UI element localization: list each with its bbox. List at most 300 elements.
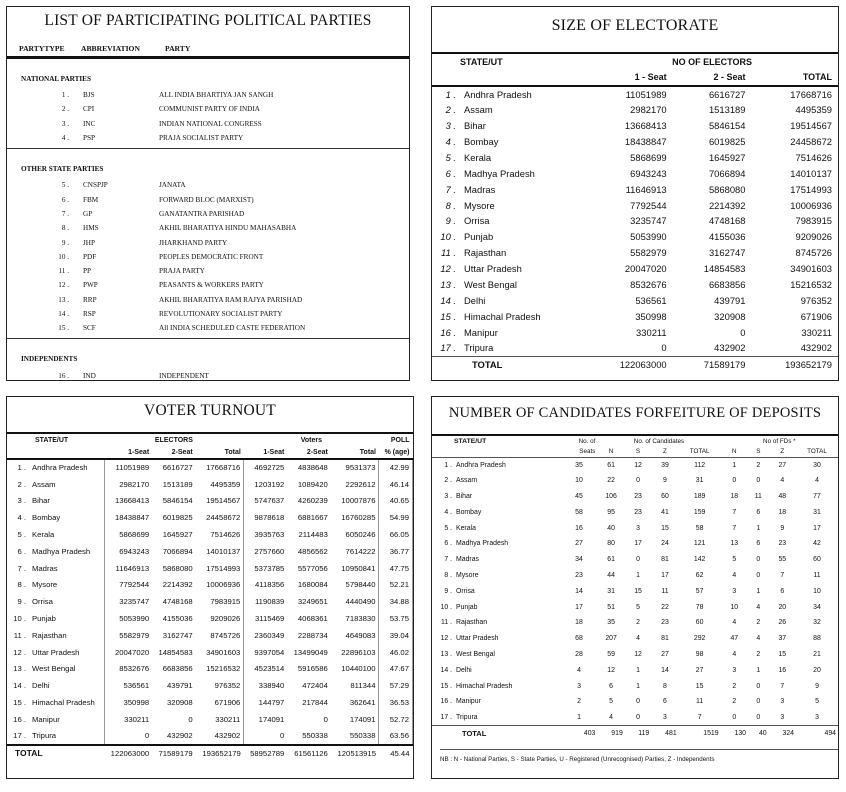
party-name: PRAJA PARTY [159,267,205,276]
candidates-title: NUMBER OF CANDIDATES FORFEITURE OF DEPOSITS [448,405,822,421]
count-value: 159 [693,508,706,516]
state-name: Manipur [32,714,60,724]
count-value: 1645927 [162,530,193,540]
count-value: 5 [732,556,737,564]
row-index: 6 . [17,546,26,556]
row-index: 14 . [440,294,456,306]
row-index: 4 . [444,508,452,516]
elector-count: 320908 [714,310,746,322]
count-value: 22 [607,477,615,485]
count-value: 217844 [302,698,328,708]
count-value: 3 [815,713,819,721]
count-value: 0 [756,682,761,690]
count-value: 1 [756,524,761,532]
elector-count: 6683856 [708,279,746,291]
elector-count: 18438847 [624,136,667,147]
count-value: 88 [813,635,821,643]
electorate-row [432,245,838,261]
count-value: 59 [607,650,615,658]
party-number: 12 . [58,281,69,290]
party-name: AKHIL BHARATIYA RAM RAJYA PARISHAD [159,295,303,304]
count-value: 14 [661,666,669,674]
count-value: 17 [813,524,821,532]
count-value: 671906 [196,694,244,711]
count-value: 207 [605,635,617,643]
turnout-total-row: TOTAL 122063000 71589179 193652179 58952789 61561126 120513915 45.44 [7,745,413,762]
count-value: 20047020 [104,644,152,661]
count-value: 3 [636,524,640,532]
candidates-row [432,552,838,568]
count-value: 1 [577,713,581,721]
count-value: 0 [732,477,737,485]
count-value: 19514567 [196,493,244,510]
count-value: 34901603 [196,644,244,661]
count-value: 3115469 [244,610,288,627]
count-value: 5582979 [104,627,152,644]
state-name: Orrisa [464,215,490,227]
party-number: 9 . [61,238,69,247]
row-index: 7 . [445,183,456,195]
poll-percentage: 53.75 [379,610,413,627]
count-value: 432902 [196,728,244,745]
count-value: 5 [636,603,640,611]
elector-count: 4495359 [795,104,832,116]
count-value: 0 [732,713,737,721]
party-number: 11 . [58,267,69,276]
count-value: 8745726 [196,627,244,644]
count-value: 39 [661,461,669,469]
party-abbreviation: PSP [83,134,95,143]
count-value: 5916586 [297,664,328,674]
poll-percentage: 46.02 [379,644,413,661]
count-value: 22896103 [331,644,379,661]
count-value: 7183830 [331,610,379,627]
count-value: 0 [636,556,640,564]
count-value: 5 [609,698,613,706]
count-value: 23 [575,571,583,579]
count-value: 35 [575,461,583,469]
elector-count: 330211 [801,326,832,338]
count-value: 4260239 [297,496,328,506]
count-value: 2 [732,682,737,690]
count-value: 34 [575,556,583,564]
party-row [7,250,409,264]
candidates-row [432,568,838,584]
row-index: 11 . [441,247,456,259]
count-value: 0 [104,728,152,745]
state-name: Manipur [464,326,498,338]
row-index: 5 . [444,524,452,532]
count-value: 31 [695,477,704,485]
candidates-row [432,662,838,678]
count-value: 62 [695,571,704,579]
count-value: 77 [813,492,821,500]
count-value: 42 [813,540,821,548]
count-value: 11 [813,571,821,579]
turnout-row [7,644,413,661]
count-value: 338940 [244,677,288,694]
party-abbreviation: RSP [83,310,96,318]
elector-count: 1513189 [708,104,746,116]
candidates-row [432,694,838,710]
party-abbreviation: CPI [83,105,95,114]
state-name: Andhra Pradesh [464,88,532,100]
count-value: 28 [575,650,583,658]
row-index: 17 . [13,731,26,741]
candidates-row [432,473,838,489]
count-value: 121 [693,540,706,548]
row-index: 2 . [444,477,452,485]
count-value: 550338 [302,731,328,741]
count-value: 4523514 [244,661,288,678]
elector-count: 4748168 [708,215,746,227]
elector-count: 5053990 [630,231,667,243]
state-name: Uttar Pradesh [32,647,80,657]
candidates-row [432,489,838,505]
count-value: 17514993 [196,560,244,577]
count-value: 4 [732,650,737,658]
count-value: 37 [778,635,787,643]
party-name: JHARKHAND PARTY [159,238,228,247]
count-value: 1 [732,461,737,469]
poll-percentage: 54.99 [379,509,413,526]
count-value: 1203192 [244,476,288,493]
count-value: 30 [813,461,821,469]
state-name: Orrisa [456,587,475,595]
party-row [7,192,409,206]
party-abbreviation: PDF [83,252,97,261]
count-value: 15 [778,650,787,658]
count-value: 189 [693,492,706,500]
count-value: 61 [607,556,615,564]
poll-percentage: 52.21 [379,577,413,594]
turnout-row [7,661,413,678]
state-name: Tripura [32,731,57,741]
elector-count: 350998 [635,310,667,322]
row-index: 13 . [13,664,26,674]
party-number: 13 . [58,295,69,304]
count-value: 174091 [331,711,379,728]
elector-count: 9209026 [795,231,832,243]
count-value: 4856562 [297,546,328,556]
count-value: 0 [756,556,761,564]
elector-count: 5846154 [708,120,746,132]
party-abbreviation: INC [83,119,96,128]
poll-percentage: 57.29 [379,677,413,694]
electorate-row [432,102,838,118]
count-value: 10440100 [331,661,379,678]
party-name: FORWARD BLOC (MARXIST) [159,195,254,204]
count-value: 811344 [331,677,379,694]
count-value: 80 [607,540,615,548]
candidates-table: STATE/UT No. of No. of Candidates No of FDs * Seats N S Z TOTAL N S Z TOTAL 1 . Andhra Pradesh 35 61 12 39 112 1 2 27 30 2 . Assam 10 22 0 9 31 0 0 4 4 3 . Bihar 45 106 23 60 189 18 11 48 77 4 . Bombay 58 95 23 41 159 7 6 18 31 5 . Kerala 16 40 3 15 58 7 1 9 17 6 . Madhya Pradesh 27 80 17 24 121 13 6 23 42 7 . Madras 34 61 0 81 142 5 0 55 60 8 . Mysore 23 44 1 17 62 4 0 7 11 9 . Orrisa 14 31 15 11 57 3 1 6 10 10 . Punjab 17 51 5 22 78 10 4 20 34 11 . Rajasthan 18 35 2 23 60 4 2 26 32 12 . Uttar Pradesh 68 207 4 81 292 47 4 37 88 13 . West Bengal 28 59 12 27 98 4 2 15 21 14 . Delhi 4 12 1 14 27 3 1 16 20 15 . Himachal Pradesh 3 6 1 8 15 2 0 7 9 16 . Manipur 2 5 0 6 11 2 0 3 5 17 . Tripura 1 4 0 3 7 0 0 3 3 TOTAL 403 919 119 481 1519 130 40 324 494 [432,434,838,741]
electorate-table [432,52,838,372]
count-value: 330211 [196,711,244,728]
elector-count: 2982170 [630,104,667,116]
header-party: PARTY [165,44,191,53]
party-number: 15 . [58,324,69,333]
count-value: 0 [244,728,288,745]
elector-count: 19514567 [790,120,832,132]
count-value: 9531373 [331,459,379,476]
count-value: 472404 [302,681,328,691]
party-number: 3 . [61,119,69,128]
count-value: 9 [815,682,819,690]
candidates-row [432,520,838,536]
count-value: 1 [756,666,761,674]
count-value: 174091 [244,711,288,728]
row-index: 3 . [444,492,452,500]
count-value: 6 [756,508,761,516]
candidates-row [432,710,838,726]
poll-percentage: 40.65 [379,493,413,510]
count-value: 60 [695,619,704,627]
count-value: 4 [756,603,761,611]
party-sections [7,75,409,381]
party-number: 6 . [61,195,69,204]
count-value: 13499049 [293,647,328,657]
elector-count: 432902 [714,342,746,354]
count-value: 3235747 [104,593,152,610]
count-value: 7 [780,682,785,690]
count-value: 4 [780,477,785,485]
count-value: 10 [813,587,821,595]
state-name: Bombay [464,136,499,147]
party-number: 5 . [61,181,69,190]
electorate-panel [431,6,839,381]
poll-percentage: 46.14 [379,476,413,493]
count-value: 4440490 [331,593,379,610]
count-value: 18 [575,619,583,627]
count-value: 58 [575,508,583,516]
header-rule [7,56,409,59]
count-value: 17 [634,540,642,548]
count-value: 7 [697,713,702,721]
state-name: Delhi [464,294,486,306]
count-value: 7792544 [104,577,152,594]
state-name: Himachal Pradesh [456,682,513,690]
party-row [7,207,409,221]
row-index: 13 . [440,650,452,658]
parties-panel [6,6,410,381]
count-value: 1 [636,682,640,690]
count-value: 320908 [167,698,193,708]
count-value: 23 [661,619,669,627]
electorate-row [432,213,838,229]
row-index: 9 . [445,215,456,227]
candidates-row [432,599,838,615]
count-value: 439791 [167,681,193,691]
party-row [7,278,409,292]
turnout-row [7,493,413,510]
count-value: 2 [756,461,761,469]
poll-percentage: 39.04 [379,627,413,644]
count-value: 0 [188,714,193,724]
elector-count: 439791 [714,294,746,306]
elector-count: 5868080 [708,183,746,195]
count-value: 55 [778,556,787,564]
count-value: 10 [575,477,583,485]
elector-count: 15216532 [790,279,832,291]
count-value: 9 [663,477,667,485]
party-section-heading: INDEPENDENTS [21,355,78,364]
state-name: Tripura [456,713,478,721]
turnout-row [7,476,413,493]
row-index: 11 . [13,630,26,640]
elector-count: 7066894 [708,167,746,179]
party-row [7,264,409,278]
count-value: 5868699 [104,526,152,543]
count-value: 4495359 [196,476,244,493]
party-row [7,117,409,131]
electorate-header-group: NO OF ELECTORS [672,57,752,67]
count-value: 17 [575,603,583,611]
poll-percentage: 66.05 [379,526,413,543]
state-name: Assam [456,477,478,485]
state-name: Himachal Pradesh [464,310,541,322]
candidates-row [432,631,838,647]
party-abbreviation: PP [83,267,91,276]
state-name: Mysore [464,199,495,211]
party-number: 10 . [58,252,69,261]
count-value: 5 [815,698,819,706]
count-value: 1190839 [244,593,288,610]
row-index: 9 . [444,587,452,595]
elector-count: 5582979 [630,247,667,259]
count-value: 5798440 [331,577,379,594]
poll-percentage: 52.72 [379,711,413,728]
count-value: 11 [661,587,669,595]
elector-count: 4155036 [708,231,746,243]
party-row [7,307,409,321]
count-value: 2214392 [162,580,193,590]
candidates-row [432,647,838,663]
row-index: 11 . [441,619,452,627]
party-name: JANATA [159,181,186,190]
count-value: 40 [607,524,615,532]
party-row [7,102,409,116]
count-value: 95 [607,508,615,516]
count-value: 6 [663,698,667,706]
count-value: 47 [730,635,739,643]
count-value: 7 [732,524,737,532]
party-name: PEOPLES DEMOCRATIC FRONT [159,252,264,261]
elector-count: 7514626 [795,151,832,163]
elector-count: 13668413 [624,120,667,132]
electorate-row [432,229,838,245]
count-value: 27 [661,650,669,658]
count-value: 7 [732,508,737,516]
party-abbreviation: PWP [83,281,98,290]
count-value: 51 [607,603,615,611]
elector-count: 17514993 [790,183,832,195]
count-value: 9397054 [244,644,288,661]
party-number: 4 . [61,134,69,143]
count-value: 13 [730,540,739,548]
candidates-total-row: TOTAL 403 919 119 481 1519 130 40 324 494 [432,726,838,742]
count-value: 4838648 [297,463,328,473]
turnout-row [7,577,413,594]
party-name: ALL INDIA BHARTIYA JAN SANGH [159,91,274,100]
count-value: 15 [695,682,704,690]
header-abbreviation: ABBREVIATION [81,44,140,53]
candidates-panel [431,396,839,779]
turnout-row [7,694,413,711]
row-index: 14 . [440,666,452,674]
count-value: 6 [780,587,785,595]
count-value: 5373785 [244,560,288,577]
elector-count: 2214392 [708,199,746,211]
electorate-header-total: TOTAL [802,72,832,83]
parties-title: LIST OF PARTICIPATING POLITICAL PARTIES [44,12,372,29]
section-divider [7,338,409,339]
turnout-table: STATE/UT ELECTORS Voters POLL 1-Seat 2-Seat Total 1-Seat 2-Seat Total % (age) 1 . Andhra Pradesh 11051989 6616727 17668716 4692725 4838648 9531373 42.99 2 . Assam 2982170 1513189 4495359 1203192 1089420 2292612 46.14 3 . Bihar 13668413 5846154 19514567 5747637 4260239 10007876 40.65 4 . Bombay 18438847 6019825 24458672 9878618 6881667 16760285 54.99 5 . Kerala 5868699 1645927 7514626 3935763 2114483 6050246 66.05 6 . Madhya Pradesh 6943243 7066894 14010137 2757660 4856562 7614222 36.77 7 . Madras 11646913 5868080 17514993 5373785 5577056 10950841 47.75 8 . Mysore 7792544 2214392 10006936 4118356 1680084 5798440 52.21 9 . Orrisa 3235747 4748168 7983915 1190839 3249651 4440490 34.88 10 . Punjab 5053990 4155036 9209026 3115469 4068361 7183830 53.75 11 . Rajasthan 5582979 3162747 8745726 2360349 2288734 4649083 39.04 12 . Uttar Pradesh 20047020 14854583 34901603 9397054 13499049 22896103 46.02 13 . West Bengal 8532676 6683856 15216532 4523514 5916586 10440100 47.67 14 . Delhi 536561 439791 976352 338940 472404 811344 57.29 15 . Himachal Pradesh 350998 320908 671906 144797 217844 362641 36.53 16 . Manipur 330211 0 330211 174091 0 174091 52.72 17 . Tripura 0 432902 432902 0 550338 550338 63.56 TOTAL 122063000 71589179 193652179 58952789 61561126 120513915 45.44 [7,432,413,761]
count-value: 11051989 [104,459,152,476]
poll-percentage: 47.75 [379,560,413,577]
count-value: 4692725 [244,459,288,476]
row-index: 12 . [440,635,452,643]
candidates-row [432,457,838,473]
count-value: 6616727 [162,463,193,473]
candidates-row [432,678,838,694]
count-value: 24458672 [196,509,244,526]
count-value: 3 [780,713,785,721]
count-value: 2 [756,619,761,627]
electorate-row [432,261,838,277]
electorate-header-state: STATE/UT [460,57,503,67]
count-value: 1513189 [162,479,193,489]
count-value: 976352 [196,677,244,694]
count-value: 4 [732,619,737,627]
electorate-row [432,324,838,340]
count-value: 24 [661,540,669,548]
count-value: 5053990 [104,610,152,627]
count-value: 2982170 [104,476,152,493]
count-value: 6 [609,682,613,690]
count-value: 26 [778,619,787,627]
count-value: 5846154 [162,496,193,506]
count-value: 4155036 [162,614,193,624]
party-name: INDIAN NATIONAL CONGRESS [159,119,262,128]
state-name: Madhya Pradesh [464,167,535,179]
count-value: 106 [605,492,617,500]
count-value: 3162747 [162,630,193,640]
turnout-row [7,509,413,526]
elector-count: 8745726 [795,247,832,259]
count-value: 60 [813,556,821,564]
electorate-row [432,277,838,293]
count-value: 18 [730,492,739,500]
electorate-row [432,134,838,150]
state-name: Kerala [456,524,476,532]
elector-count: 432902 [800,342,832,354]
row-index: 6 . [445,167,456,179]
elector-count: 7983915 [795,215,832,227]
state-name: Madhya Pradesh [456,540,509,548]
count-value: 18438847 [104,509,152,526]
count-value: 8532676 [104,661,152,678]
state-name: Bombay [32,513,61,523]
state-name: Punjab [456,603,478,611]
count-value: 16 [575,524,583,532]
row-index: 16 . [13,714,26,724]
count-value: 6050246 [331,526,379,543]
party-number: 1 . [61,91,69,100]
count-value: 4 [609,713,613,721]
count-value: 7514626 [196,526,244,543]
state-name: West Bengal [464,279,517,291]
count-value: 4649083 [331,627,379,644]
